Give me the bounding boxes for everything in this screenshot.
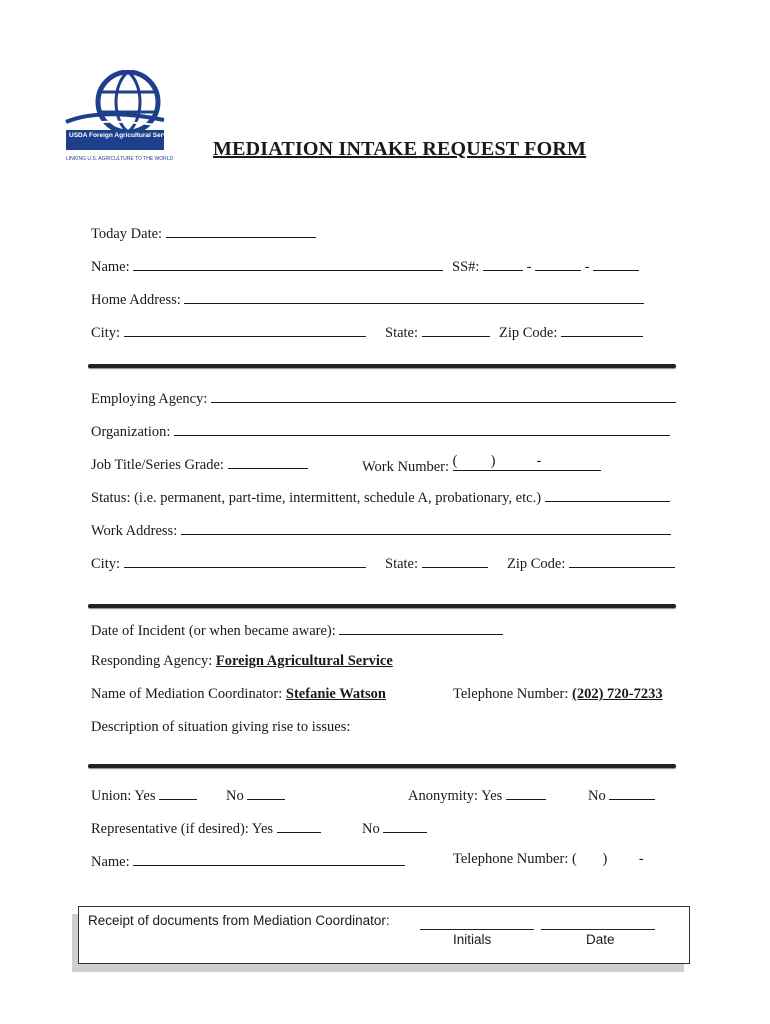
work-address-label: Work Address: [91,523,178,539]
state-label: State: [385,325,419,341]
coordinator-telephone-label: Telephone Number: [453,686,569,702]
representative-telephone-separator: - [638,851,644,867]
union-yes-field[interactable] [159,785,197,800]
zip-field[interactable] [561,322,643,337]
section-divider [88,764,676,768]
section-divider [88,364,676,368]
organization-label: Organization: [91,424,171,440]
employing-agency-label: Employing Agency: [91,391,208,407]
initials-field[interactable] [420,929,534,930]
work-number-close-paren: ) [490,453,496,469]
representative-no-field[interactable] [383,818,427,833]
status-label: Status: (i.e. permanent, part-time, intermittent, schedule A, probationary, etc.) [91,490,542,506]
work-city-field[interactable] [124,553,366,568]
organization-field[interactable] [174,421,670,436]
work-state-field[interactable] [422,553,488,568]
name-field[interactable] [133,256,443,271]
anonymity-yes-label: Yes [481,788,503,804]
name-label: Name: [91,259,130,275]
logo-tagline: LINKING U.S. AGRICULTURE TO THE WORLD [66,156,174,162]
date-label: Date [586,932,615,947]
coordinator-value: Stefanie Watson [285,686,386,702]
ssn-part2-field[interactable] [535,256,581,271]
representative-name-label: Name: [91,854,130,870]
form-title: MEDIATION INTAKE REQUEST FORM [213,138,587,160]
union-no-label: No [226,788,244,804]
work-state-label: State: [385,556,419,572]
zip-label: Zip Code: [499,325,558,341]
today-date-field[interactable] [166,223,316,238]
ssn-separator: - [584,259,590,275]
description-label: Description of situation giving rise to issues: [91,719,351,735]
representative-no-label: No [362,821,380,837]
employing-agency-field[interactable] [211,388,676,403]
representative-yes-label: Yes [251,821,274,837]
representative-yes-field[interactable] [277,818,321,833]
work-number-field[interactable] [453,454,601,471]
date-of-incident-field[interactable] [339,620,503,635]
responding-agency-label: Responding Agency: [91,653,213,669]
receipt-label: Receipt of documents from Mediation Coordinator: [88,913,390,928]
representative-telephone-close-paren: ) [602,851,608,867]
representative-name-field[interactable] [133,851,405,866]
initials-label: Initials [453,932,492,947]
city-label: City: [91,325,121,341]
responding-agency-value: Foreign Agricultural Service [215,653,393,669]
logo-org-name: USDA Foreign Agricultural Service [69,132,176,139]
union-label: Union: [91,788,132,804]
receipt-box [78,906,690,964]
coordinator-telephone-value: (202) 720-7233 [571,686,663,702]
work-number-label: Work Number: [362,459,450,475]
usda-fas-logo [64,70,176,170]
home-address-label: Home Address: [91,292,181,308]
anonymity-label: Anonymity: [408,788,479,804]
ssn-separator: - [526,259,532,275]
status-field[interactable] [545,487,670,502]
union-no-field[interactable] [247,785,285,800]
representative-telephone-label: Telephone Number: ( [453,851,577,867]
date-of-incident-label: Date of Incident (or when became aware): [91,623,336,639]
globe-icon [64,70,168,170]
city-field[interactable] [124,322,366,337]
anonymity-no-field[interactable] [609,785,655,800]
ssn-part3-field[interactable] [593,256,639,271]
state-field[interactable] [422,322,490,337]
job-title-label: Job Title/Series Grade: [91,457,224,473]
anonymity-yes-field[interactable] [506,785,546,800]
work-zip-field[interactable] [569,553,675,568]
ssn-label: SS#: [452,259,480,275]
work-number-open-paren: ( [452,453,458,469]
work-number-separator: - [536,453,542,469]
job-title-field[interactable] [228,454,308,469]
date-field[interactable] [541,929,655,930]
work-city-label: City: [91,556,121,572]
today-date-label: Today Date: [91,226,163,242]
ssn-part1-field[interactable] [483,256,523,271]
anonymity-no-label: No [588,788,606,804]
representative-label: Representative (if desired): [91,821,249,837]
union-yes-label: Yes [134,788,156,804]
work-zip-label: Zip Code: [507,556,566,572]
section-divider [88,604,676,608]
coordinator-label: Name of Mediation Coordinator: [91,686,283,702]
work-address-field[interactable] [181,520,671,535]
home-address-field[interactable] [184,289,644,304]
